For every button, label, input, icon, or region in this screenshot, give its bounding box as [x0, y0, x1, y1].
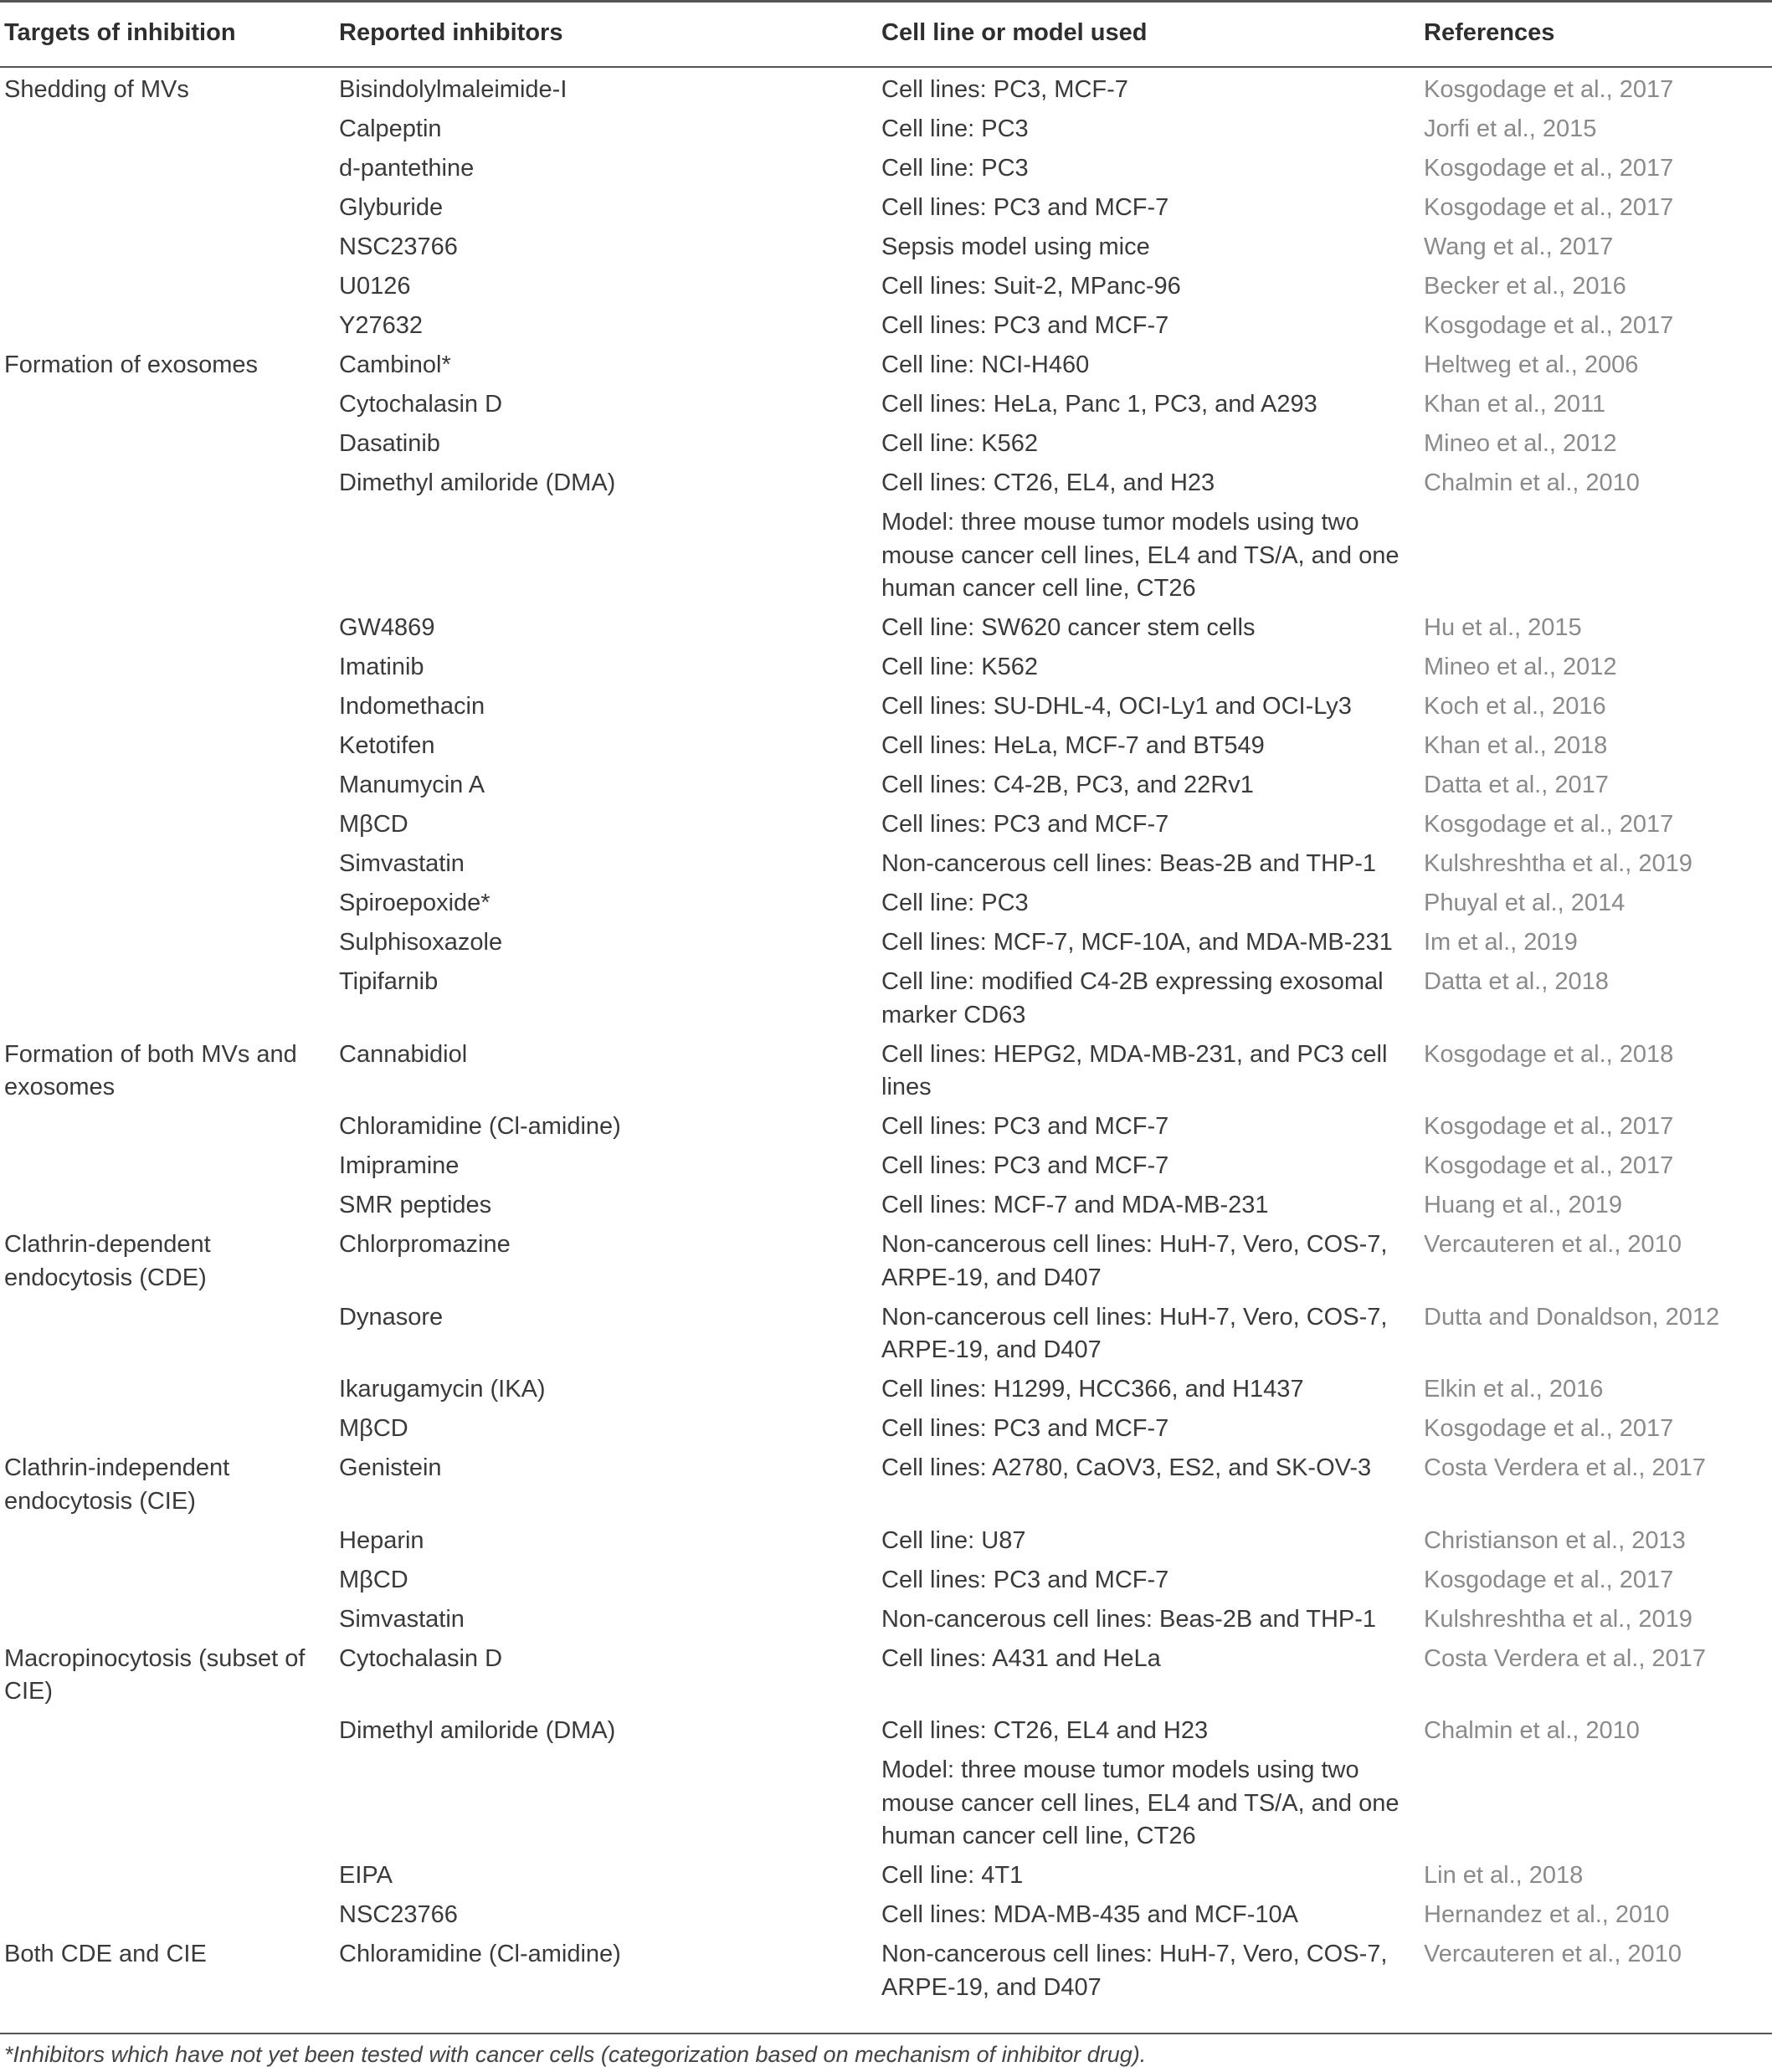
table-row: [0, 152, 1772, 192]
reference-cell: Kosgodage et al., 2018: [1424, 1040, 1674, 1068]
inhibitor-cell: MβCD: [339, 1566, 408, 1593]
table-row: [0, 349, 1772, 388]
model-cell: Cell lines: HeLa, Panc 1, PC3, and A293: [881, 391, 1317, 418]
reference-cell: Kosgodage et al., 2017: [1424, 194, 1674, 221]
table-row: [0, 769, 1772, 808]
table-row: [0, 506, 1772, 612]
reference-cell: Lin et al., 2018: [1424, 1862, 1584, 1889]
table-body: [0, 74, 1772, 2011]
target-cell: [0, 1603, 339, 1643]
inhibitor-cell: GW4869: [339, 614, 435, 641]
target-cell: [0, 113, 339, 152]
inhibitor-cell: U0126: [339, 273, 411, 300]
target-cell: Both CDE and CIE: [4, 1941, 207, 1967]
reference-cell: Hernandez et al., 2010: [1424, 1901, 1670, 1928]
target-cell: [0, 1899, 339, 1938]
inhibitor-cell: Cambinol*: [339, 351, 451, 378]
inhibitor-cell: Chloramidine (Cl-amidine): [339, 1941, 621, 1967]
target-cell: [0, 1110, 339, 1150]
reference-cell: Kulshreshtha et al., 2019: [1424, 1605, 1692, 1633]
reference-cell: Khan et al., 2011: [1424, 391, 1606, 418]
target-cell: [0, 966, 339, 1039]
header-targets: Targets of inhibition: [4, 19, 236, 46]
target-cell: Clathrin-dependent endocytosis (CDE): [4, 1231, 211, 1291]
reference-cell: Kosgodage et al., 2017: [1424, 1152, 1674, 1179]
target-cell: Formation of exosomes: [4, 351, 259, 378]
reference-cell: Kosgodage et al., 2017: [1424, 1415, 1674, 1442]
model-cell: Cell lines: MDA-MB-435 and MCF-10A: [881, 1901, 1298, 1928]
reference-cell: [1424, 1754, 1772, 1859]
target-cell: Formation of both MVs and exosomes: [4, 1040, 297, 1100]
model-cell: Cell lines: CT26, EL4, and H23: [881, 469, 1215, 496]
inhibitor-cell: Indomethacin: [339, 693, 485, 720]
model-cell: Cell lines: Suit-2, MPanc-96: [881, 273, 1181, 300]
target-cell: [0, 192, 339, 231]
reference-cell: Heltweg et al., 2006: [1424, 351, 1639, 378]
inhibitor-cell: [339, 506, 881, 612]
target-cell: [0, 1715, 339, 1754]
table-row: [0, 467, 1772, 506]
inhibitor-cell: Imatinib: [339, 654, 424, 680]
table-row: [0, 730, 1772, 769]
table-row: [0, 690, 1772, 730]
reference-cell: Elkin et al., 2016: [1424, 1376, 1604, 1403]
reference-cell: Datta et al., 2018: [1424, 968, 1609, 995]
model-cell: Cell line: PC3: [881, 890, 1029, 916]
inhibitor-cell: Bisindolylmaleimide-I: [339, 76, 568, 103]
table-row: [0, 1413, 1772, 1452]
target-cell: [0, 1859, 339, 1899]
table-row: [0, 113, 1772, 152]
bottom-rule: [0, 2033, 1772, 2034]
target-cell: Macropinocytosis (subset of CIE): [4, 1644, 306, 1705]
table-row: [0, 231, 1772, 270]
model-cell: Cell lines: MCF-7 and MDA-MB-231: [881, 1192, 1269, 1218]
reference-cell: Khan et al., 2018: [1424, 732, 1608, 759]
table-row: [0, 612, 1772, 651]
model-cell: Non-cancerous cell lines: HuH-7, Vero, COS-7, ARPE-19, and D407: [881, 1231, 1388, 1291]
model-cell: Cell lines: MCF-7, MCF-10A, and MDA-MB-231: [881, 929, 1393, 956]
inhibitor-cell: Ikarugamycin (IKA): [339, 1376, 546, 1403]
reference-cell: Im et al., 2019: [1424, 929, 1578, 956]
reference-cell: Wang et al., 2017: [1424, 233, 1614, 260]
table-row: [0, 310, 1772, 349]
model-cell: Cell lines: PC3 and MCF-7: [881, 1566, 1169, 1593]
model-cell: Cell line: NCI-H460: [881, 351, 1090, 378]
inhibitor-cell: Dynasore: [339, 1303, 444, 1331]
inhibitor-cell: NSC23766: [339, 1901, 458, 1928]
target-cell: [0, 1525, 339, 1564]
model-cell: Non-cancerous cell lines: HuH-7, Vero, COS-7, ARPE-19, and D407: [881, 1941, 1388, 2001]
inhibitor-cell: Genistein: [339, 1454, 442, 1481]
inhibitor-cell: Dimethyl amiloride (DMA): [339, 1717, 616, 1744]
target-cell: Shedding of MVs: [4, 76, 189, 103]
model-cell: Cell lines: HeLa, MCF-7 and BT549: [881, 732, 1265, 759]
inhibitor-cell: NSC23766: [339, 233, 458, 260]
table-row: [0, 1301, 1772, 1374]
inhibitor-cell: Dimethyl amiloride (DMA): [339, 469, 616, 496]
reference-cell: Mineo et al., 2012: [1424, 654, 1617, 680]
model-cell: Cell line: U87: [881, 1526, 1026, 1554]
target-cell: [0, 651, 339, 690]
reference-cell: Christianson et al., 2013: [1424, 1526, 1686, 1554]
table-row: [0, 1564, 1772, 1603]
target-cell: [0, 730, 339, 769]
reference-cell: Koch et al., 2016: [1424, 693, 1606, 720]
reference-cell: Mineo et al., 2012: [1424, 430, 1617, 457]
inhibitor-cell: EIPA: [339, 1862, 393, 1889]
table-row: [0, 1754, 1772, 1859]
target-cell: [0, 506, 339, 612]
target-cell: [0, 1413, 339, 1452]
inhibitor-cell: Heparin: [339, 1526, 424, 1554]
reference-cell: Kosgodage et al., 2017: [1424, 155, 1674, 182]
reference-cell: Kosgodage et al., 2017: [1424, 312, 1674, 339]
inhibitor-cell: Imipramine: [339, 1152, 460, 1179]
reference-cell: Kosgodage et al., 2017: [1424, 76, 1674, 103]
target-cell: [0, 1150, 339, 1189]
inhibitor-cell: Cytochalasin D: [339, 1644, 503, 1672]
header-model: Cell line or model used: [881, 19, 1148, 46]
target-cell: [0, 467, 339, 506]
model-cell: Cell lines: CT26, EL4 and H23: [881, 1717, 1209, 1744]
inhibitor-cell: [339, 1754, 881, 1859]
inhibitor-cell: MβCD: [339, 811, 408, 838]
target-cell: [0, 1189, 339, 1228]
target-cell: [0, 428, 339, 467]
model-cell: Cell lines: PC3 and MCF-7: [881, 194, 1169, 221]
model-cell: Cell lines: H1299, HCC366, and H1437: [881, 1376, 1304, 1403]
inhibitor-cell: Chlorpromazine: [339, 1231, 511, 1258]
inhibitor-cell: Chloramidine (Cl-amidine): [339, 1113, 621, 1140]
inhibitor-cell: Manumycin A: [339, 772, 485, 798]
model-cell: Sepsis model using mice: [881, 233, 1150, 260]
reference-cell: Chalmin et al., 2010: [1424, 1717, 1640, 1744]
model-cell: Cell lines: PC3 and MCF-7: [881, 1415, 1169, 1442]
model-cell: Cell line: K562: [881, 430, 1038, 457]
target-cell: [0, 1373, 339, 1413]
reference-cell: Costa Verdera et al., 2017: [1424, 1644, 1706, 1672]
table-row: [0, 270, 1772, 310]
table-row: [0, 1373, 1772, 1413]
target-cell: [0, 310, 339, 349]
table-row: [0, 1859, 1772, 1899]
model-cell: Cell lines: SU-DHL-4, OCI-Ly1 and OCI-Ly3: [881, 693, 1352, 720]
target-cell: [0, 1564, 339, 1603]
model-cell: Cell lines: A431 and HeLa: [881, 1644, 1161, 1672]
inhibitor-cell: Ketotifen: [339, 732, 435, 759]
inhibitor-cell: Y27632: [339, 312, 423, 339]
table-row: [0, 192, 1772, 231]
inhibitor-cell: d-pantethine: [339, 155, 475, 182]
target-cell: [0, 612, 339, 651]
target-cell: [0, 848, 339, 887]
reference-cell: Vercauteren et al., 2010: [1424, 1941, 1682, 1967]
model-cell: Cell line: modified C4-2B expressing exosomal marker CD63: [881, 968, 1384, 1028]
model-cell: Cell lines: PC3, MCF-7: [881, 76, 1128, 103]
table-row: [0, 74, 1772, 113]
inhibitor-cell: Cannabidiol: [339, 1040, 468, 1068]
model-cell: Cell line: 4T1: [881, 1862, 1024, 1889]
reference-cell: Jorfi et al., 2015: [1424, 115, 1597, 142]
model-cell: Non-cancerous cell lines: HuH-7, Vero, COS-7, ARPE-19, and D407: [881, 1303, 1388, 1363]
target-cell: [0, 388, 339, 428]
reference-cell: Hu et al., 2015: [1424, 614, 1582, 641]
model-cell: Model: three mouse tumor models using two mouse cancer cell lines, EL4 and TS/A, and one human cancer cell line, CT26: [881, 1757, 1400, 1849]
target-cell: [0, 1301, 339, 1374]
target-cell: [0, 1754, 339, 1859]
inhibitor-cell: Simvastatin: [339, 850, 465, 877]
reference-cell: Dutta and Donaldson, 2012: [1424, 1303, 1720, 1331]
inhibitor-cell: Simvastatin: [339, 1605, 465, 1633]
reference-cell: Kosgodage et al., 2017: [1424, 1113, 1674, 1140]
target-cell: [0, 769, 339, 808]
model-cell: Cell lines: PC3 and MCF-7: [881, 312, 1169, 339]
reference-cell: Huang et al., 2019: [1424, 1192, 1623, 1218]
table-row: [0, 1525, 1772, 1564]
reference-cell: Vercauteren et al., 2010: [1424, 1231, 1682, 1258]
model-cell: Cell line: SW620 cancer stem cells: [881, 614, 1256, 641]
inhibitor-cell: SMR peptides: [339, 1192, 492, 1218]
reference-cell: Phuyal et al., 2014: [1424, 890, 1626, 916]
inhibitor-cell: Cytochalasin D: [339, 391, 503, 418]
table-row: [0, 1938, 1772, 2011]
table-footnote: *Inhibitors which have not yet been tested with cancer cells (categorization based on mechanism of inhibitor drug).: [4, 2042, 1147, 2067]
table-row: [0, 428, 1772, 467]
target-cell: Clathrin-independent endocytosis (CIE): [4, 1454, 230, 1515]
target-cell: [0, 152, 339, 192]
table-row: [0, 1899, 1772, 1938]
reference-cell: Becker et al., 2016: [1424, 273, 1626, 300]
model-cell: Cell line: K562: [881, 654, 1038, 680]
model-cell: Cell lines: C4-2B, PC3, and 22Rv1: [881, 772, 1254, 798]
reference-cell: Kulshreshtha et al., 2019: [1424, 850, 1692, 877]
table-row: [0, 887, 1772, 926]
reference-cell: [1424, 506, 1772, 612]
reference-cell: Costa Verdera et al., 2017: [1424, 1454, 1706, 1481]
model-cell: Cell lines: PC3 and MCF-7: [881, 811, 1169, 838]
target-cell: [0, 926, 339, 966]
header-references: References: [1424, 19, 1555, 46]
table-row: [0, 1039, 1772, 1111]
inhibitor-cell: Spiroepoxide*: [339, 890, 491, 916]
table-row: [0, 1110, 1772, 1150]
table-row: [0, 1643, 1772, 1716]
inhibitor-cell: Calpeptin: [339, 115, 442, 142]
model-cell: Cell lines: PC3 and MCF-7: [881, 1152, 1169, 1179]
inhibitor-cell: Glyburide: [339, 194, 444, 221]
header-rule: [0, 66, 1772, 68]
model-cell: Cell lines: HEPG2, MDA-MB-231, and PC3 cell lines: [881, 1040, 1388, 1100]
reference-cell: Datta et al., 2017: [1424, 772, 1609, 798]
table-row: [0, 1452, 1772, 1525]
model-cell: Cell line: PC3: [881, 115, 1029, 142]
table-row: [0, 1715, 1772, 1754]
model-cell: Cell line: PC3: [881, 155, 1029, 182]
inhibitor-cell: Dasatinib: [339, 430, 440, 457]
model-cell: Cell lines: A2780, CaOV3, ES2, and SK-OV-3: [881, 1454, 1372, 1481]
model-cell: Cell lines: PC3 and MCF-7: [881, 1113, 1169, 1140]
table-row: [0, 1603, 1772, 1643]
table-row: [0, 966, 1772, 1039]
table-row: [0, 808, 1772, 848]
model-cell: Non-cancerous cell lines: Beas-2B and THP-1: [881, 850, 1377, 877]
table-row: [0, 1150, 1772, 1189]
target-cell: [0, 231, 339, 270]
reference-cell: Chalmin et al., 2010: [1424, 469, 1640, 496]
inhibitor-cell: MβCD: [339, 1415, 408, 1442]
table-row: [0, 848, 1772, 887]
inhibitor-cell: Tipifarnib: [339, 968, 439, 995]
header-inhibitors: Reported inhibitors: [339, 19, 563, 46]
table-row: [0, 926, 1772, 966]
target-cell: [0, 887, 339, 926]
table-row: [0, 1228, 1772, 1301]
target-cell: [0, 270, 339, 310]
reference-cell: Kosgodage et al., 2017: [1424, 1566, 1674, 1593]
table-row: [0, 388, 1772, 428]
target-cell: [0, 808, 339, 848]
target-cell: [0, 690, 339, 730]
model-cell: Model: three mouse tumor models using two mouse cancer cell lines, EL4 and TS/A, and one human cancer cell line, CT26: [881, 509, 1400, 602]
table-row: [0, 1189, 1772, 1228]
model-cell: Non-cancerous cell lines: Beas-2B and THP-1: [881, 1605, 1377, 1633]
reference-cell: Kosgodage et al., 2017: [1424, 811, 1674, 838]
inhibitor-cell: Sulphisoxazole: [339, 929, 503, 956]
table-row: [0, 651, 1772, 690]
